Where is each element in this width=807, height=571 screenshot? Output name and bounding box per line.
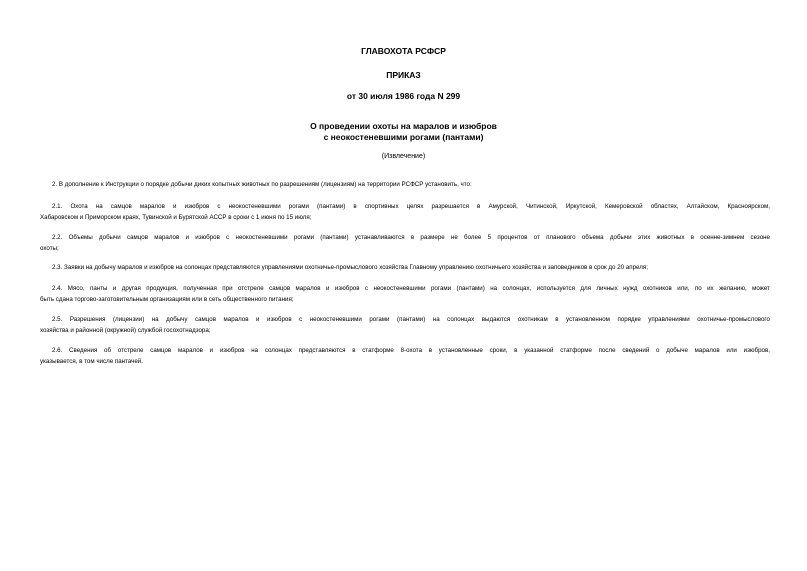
paragraph-2-3 [40,263,770,274]
paragraph-2-2 [40,233,770,254]
paragraph-2-4-line-1: 2.4. Мясо, панты и другая продукция, полученная при отстреле самцов маралов и изюбров с неокостеневшими рогами (пантами) на солонцах, используется для личных нужд охотников или, по их желанию, может [52,285,770,292]
document-title-line-2: с неокостеневшими рогами (пантами) [323,132,484,142]
paragraph-2-6 [40,346,770,367]
paragraph-2-3-line-1: 2.3. Заявки на добычу маралов и изюбров на солонцах представляются управлениями охотничье-промыслового хозяйства Главному управлению охотничьего хозяйства и заповедников в срок до 20 апреля; [52,264,648,271]
paragraph-2-5-line-2: хозяйства и районной (окружной) службой госохотнадзора; [40,326,211,334]
issuing-organization: ГЛАВОХОТА РСФСР [361,46,446,56]
document-type: ПРИКАЗ [386,70,421,80]
paragraph-2-6-line-2: указывается, в том числе пантачей. [40,357,143,365]
paragraph-2-4-line-2: быть сдана торгово-заготовительным организациям или в сеть общественного питания; [40,295,294,303]
paragraph-2-4 [40,284,770,305]
paragraph-2 [40,180,770,191]
document-title-line-1: О проведении охоты на маралов и изюбров [310,121,497,131]
excerpt-note: (Извлечение) [381,153,426,160]
paragraph-2-1 [40,202,770,223]
paragraph-2-1-line-2: Хабаровском и Приморском краях, Тувинской и Бурятской АССР в сроки с 1 июня по 15 июля; [40,213,312,221]
paragraph-2-2-line-2: охоты; [40,244,59,252]
paragraph-2-5-line-1: 2.5. Разрешения (лицензии) на добычу самцов маралов и изюбров с неокостеневшими рогами (пантами) на солонцах выдаются охотникам в установленном порядке управлениями охотничье-промыслового [52,316,770,323]
paragraph-2-6-line-1: 2.6. Сведения об отстреле самцов маралов и изюбров на солонцах представляются в статформе 8-охота в установленные сроки, в указанной статформе после сведений о добыче маралов или изюбров, [52,347,770,354]
document-date: от 30 июля 1986 года N 299 [346,91,461,101]
paragraph-2-2-line-1: 2.2. Объемы добычи самцов маралов и изюбров с неокостеневшими рогами (пантами) устанавливаются в размере не более 5 процентов от планового объема добычи этих животных в осенне-зимнем сезоне [52,234,770,241]
paragraph-2-5 [40,315,770,336]
paragraph-2-1-line-1: 2.1. Охота на самцов маралов и изюбров с неокостеневшими рогами (пантами) в спортивных целях разрешается в Амурской, Читинской, Иркутской, Кемеровской областях, Алтайском, Красноярском, [52,203,770,210]
paragraph-2-line-1: 2. В дополнение к Инструкции о порядке добычи диких копытных животных по разрешениям (лицензиям) на территории РСФСР установить, что: [52,181,472,188]
